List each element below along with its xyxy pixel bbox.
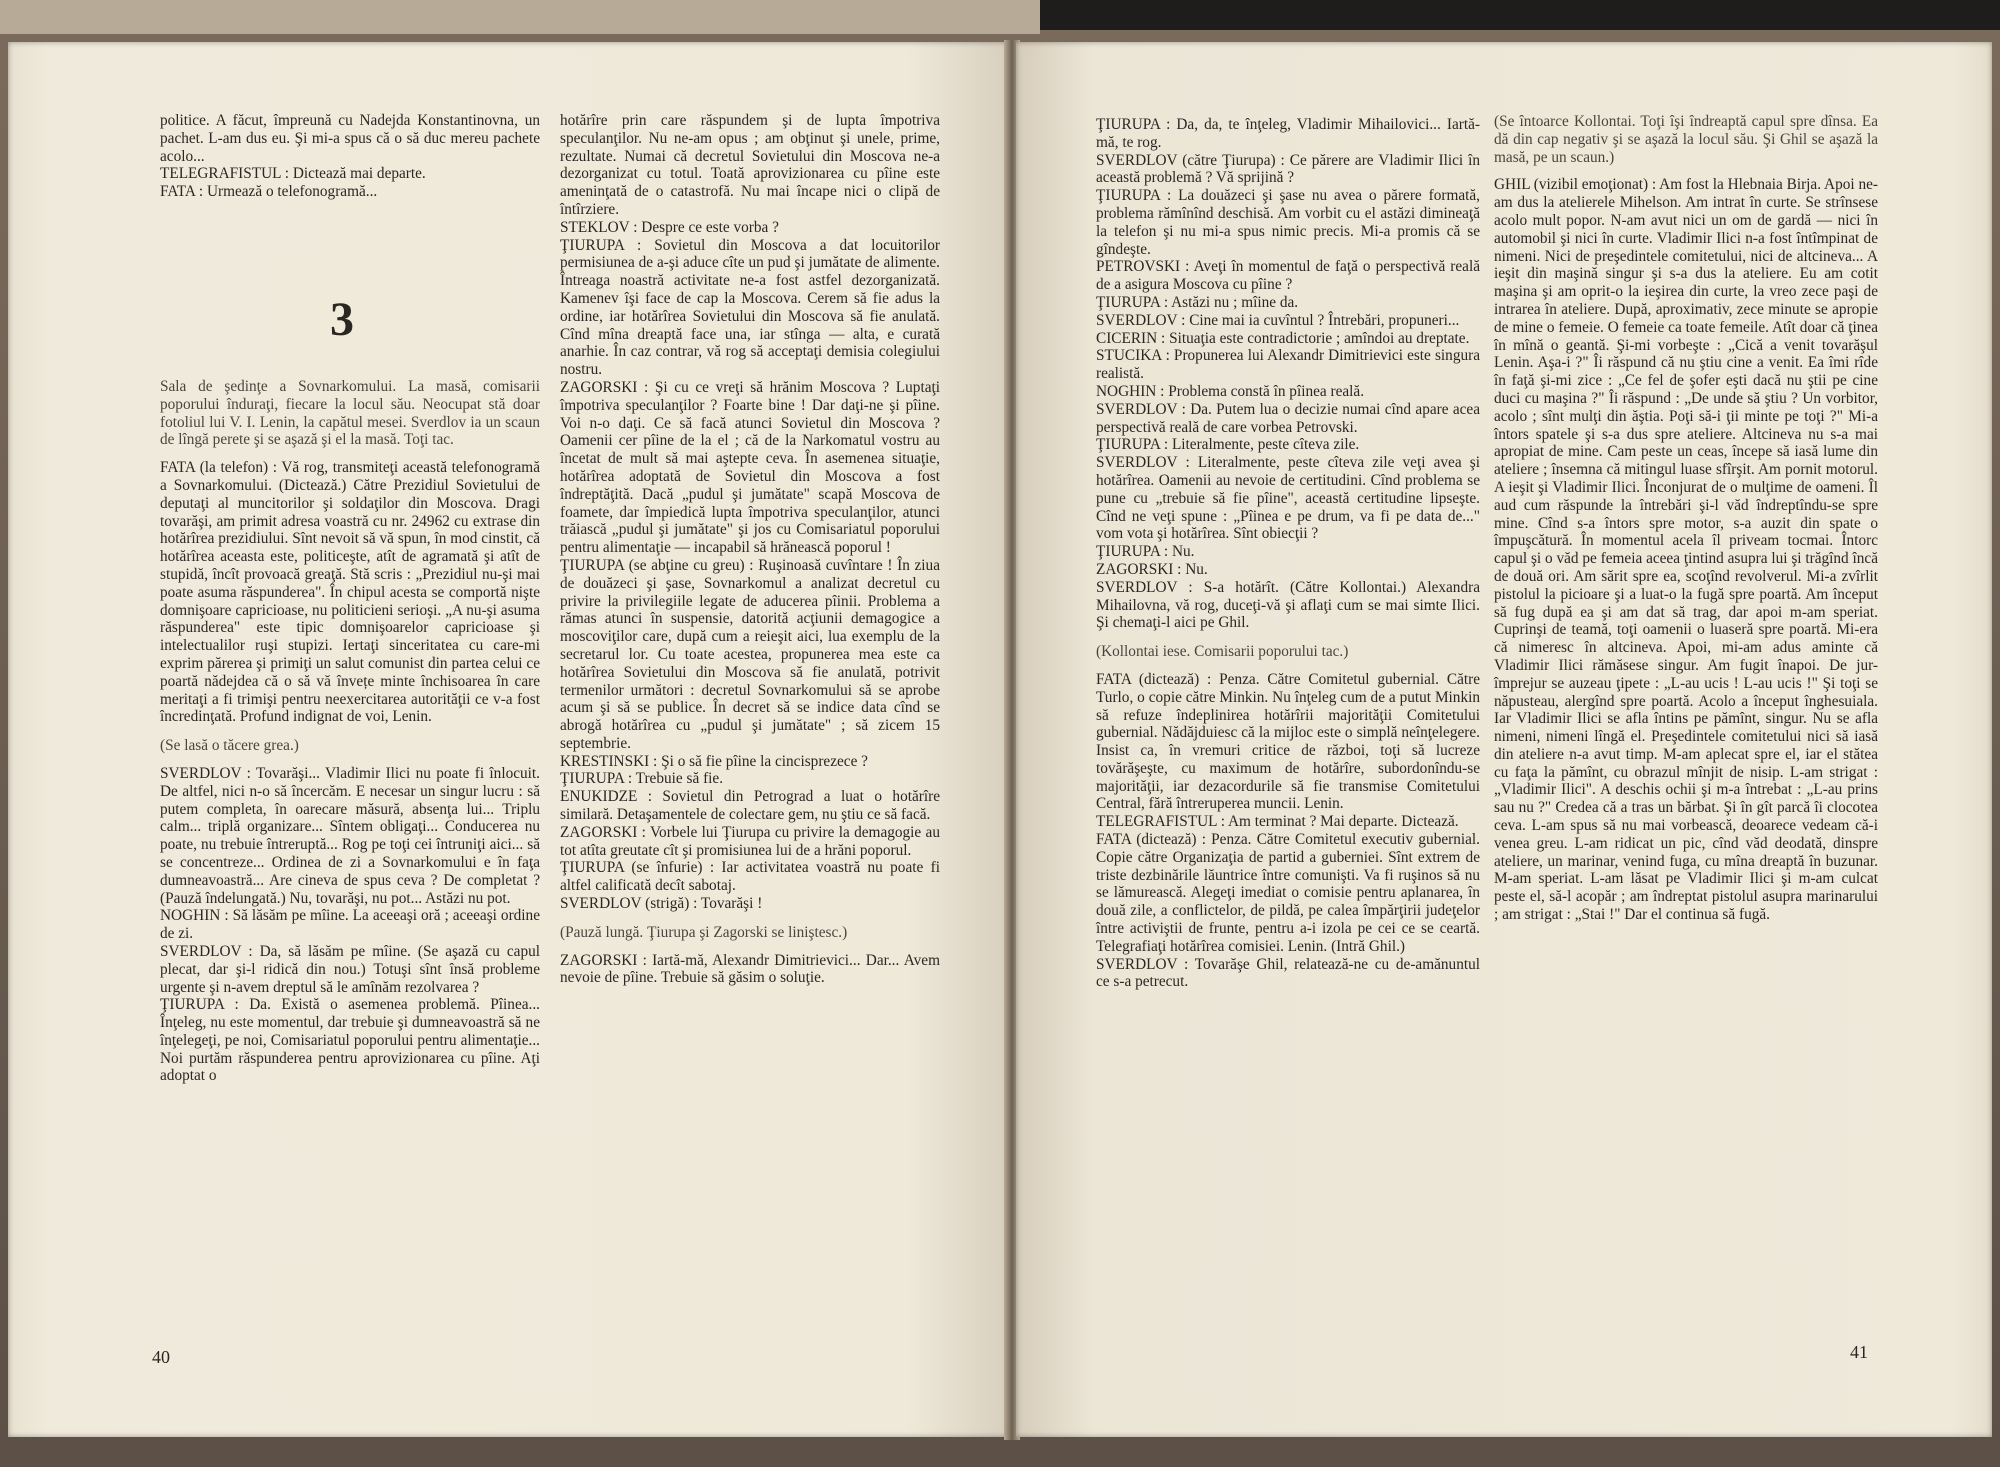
page-number-left: 40: [152, 1347, 170, 1367]
paragraph: (Kollontai iese. Comisarii poporului tac.): [1096, 643, 1349, 661]
paragraph: SVERDLOV : S-a hotărît. (Către Kollontai.) Alexandra Mihailovna, vă rog, duceţi-vă şi aflaţi cum se mai simte Ilici. Şi chemaţi-l aici pe Ghil.: [1096, 578, 1480, 632]
paragraph: ZAGORSKI : Şi cu ce vreţi să hrănim Moscova ? Luptaţi împotriva speculanţilor ? Foarte bine ! Dar daţi-ne şi pîine. Voi n-o daţi. Ce să facă atunci Sovietul din Moscova ? Oamenii cer pîine de la el ; că de la Narkomatul vostru au încetat de mult să mai aştepte ceva. În asemenea situaţie, hotărîrea adoptată de Sovietul din Moscova a fost îndreptăţită. Dacă „pudul şi jumătate" scapă Moscova de foamete, dar împiedică lupta împotriva speculanţilor, atunci trăiască „pudul şi jumătate" şi jos cu Comisariatul poporului pentru alimentaţie — incapabil să hrănească poporul !: [560, 378, 940, 557]
paragraph: FATA (dictează) : Penza. Către Comitetul gubernial. Către Turlo, o copie către Minkin. Nu înţeleg cum de a putut Minkin să refuze îndeplinirea hotărîrii majorităţii Comitetului gubernial. Nădăjduiesc că la mijloc este o simplă neînţelegere. Insist ca, în vremuri critice de război, toţi să lucreze tovărăşeşte, cu maximum de hotărîre, subordonîndu-se majorităţii, iar dezacordurile să fie transmise Comitetului Central, fără întreruperea muncii. Lenin.: [1096, 670, 1480, 813]
paragraph: SVERDLOV (strigă) : Tovarăşi !: [560, 895, 763, 913]
paragraph: NOGHIN : Să lăsăm pe mîine. La aceeaşi oră ; aceeaşi ordine de zi.: [160, 907, 540, 943]
paragraph: PETROVSKI : Aveţi în momentul de faţă o perspectivă reală de a asigura Moscova cu pîine ?: [1096, 258, 1480, 294]
paragraph: SVERDLOV : Tovarăşe Ghil, relatează-ne cu de-amănuntul ce s-a petrecut.: [1096, 955, 1480, 991]
paragraph: hotărîre prin care răspundem şi de lupta împotriva speculanţilor. Nu ne-am opus ; am obţinut şi unele, prime, rezultate. Numai că decretul Sovietului din Moscova ne-a dezorganizat cu totul. Toată aprovizionarea cu pîine este ameninţată de o catastrofă. Nu mai încape nici o clipă de întîrziere.: [560, 112, 940, 218]
left-page-column-1-top: [160, 112, 540, 201]
background-top: [1040, 0, 2000, 30]
paragraph: ŢIURUPA : Sovietul din Moscova a dat locuitorilor permisiunea de a-şi aduce cîte un pud şi jumătate de alimente. Întreaga noastră activitate ne-a fost astfel dezorganizată. Kamenev îşi face de cap la Moscova. Cerem să fie adus la ordine, iar hotărîrea Sovietului din Moscova să fie anulată. Cînd mîna dreaptă face una, iar stînga — alta, e curată anarhie. În caz contrar, vă rog să acceptaţi demisia colegiului nostru.: [560, 236, 940, 379]
paragraph: ZAGORSKI : Nu.: [1096, 560, 1208, 578]
paragraph: ZAGORSKI : Iartă-mă, Alexandr Dimitrievici... Dar... Avem nevoie de pîine. Trebuie să găsim o soluţie.: [560, 951, 940, 987]
paragraph: STEKLOV : Despre ce este vorba ?: [560, 218, 779, 236]
left-page-column-2: [560, 112, 940, 987]
paragraph: TELEGRAFISTUL : Am terminat ? Mai departe. Dictează.: [1096, 813, 1459, 831]
paragraph: Sala de şedinţe a Sovnarkomului. La masă, comisarii poporului înduraţi, fiecare la locul său. Neocupat stă doar fotoliul lui V. I. Lenin, la capătul mesei. Sverdlov ia un scaun de lîngă perete şi se aşază şi el la masă. Toţi tac.: [160, 378, 540, 449]
paragraph: ENUKIDZE : Sovietul din Petrograd a luat o hotărîre similară. Detaşamentele de colectare gem, nu ştiu ce să facă.: [560, 788, 940, 824]
paragraph: ŢIURUPA : Da, da, te înţeleg, Vladimir Mihailovici... Iartă-mă, te rog.: [1096, 116, 1480, 151]
paragraph: CICERIN : Situaţia este contradictorie ; amîndoi au dreptate.: [1096, 329, 1470, 347]
paragraph: ZAGORSKI : Vorbele lui Ţiurupa cu privire la demagogie au tot atîta greutate cît şi promisiunea lui de a hrăni poporul.: [560, 823, 940, 859]
paragraph: SVERDLOV : Literalmente, peste cîteva zile veţi avea şi hotărîrea. Oamenii au nevoie de certitudini. Cînd problema se pune cu „trebuie să fie pîine", această certitudine lipseşte. Cînd ne veţi spune : „Pîinea e pe drum, va fi pe data de..." vom vota şi hotărîrea. Sînt obiecţii ?: [1096, 454, 1480, 543]
paragraph: SVERDLOV (către Ţiurupa) : Ce părere are Vladimir Ilici în această problemă ? Vă sprijină ?: [1096, 151, 1480, 187]
paragraph: SVERDLOV : Cine mai ia cuvîntul ? Întrebări, propuneri...: [1096, 311, 1460, 329]
left-page-column-1: [160, 367, 540, 1085]
paragraph: SVERDLOV : Tovarăşi... Vladimir Ilici nu poate fi înlocuit. De altfel, nici n-o să încercăm. E necesar un singur lucru : să putem completa, în oarecare măsură, absenţa lui... Triplu calm... triplă organizare... Sîntem obligaţi... Conducerea nu poate, nu trebuie întreruptă... Rog pe toţi cei întruniţi aici... să se concentreze... Ordinea de zi a Sovnarkomului e în faţa dumneavoastră... Are cineva de spus ceva ? De completat ? (Pauză îndelungată.) Nu, tovarăşi, nu pot... Astăzi nu pot.: [160, 764, 540, 907]
scene-number: 3: [330, 293, 354, 346]
paragraph: FATA : Urmează o telefonogramă...: [160, 183, 378, 201]
paragraph: SVERDLOV : Da. Putem lua o decizie numai cînd apare acea perspectivă reală de care vorbea Petrovski.: [1096, 400, 1480, 436]
right-page-column-2: [1494, 102, 1878, 924]
paragraph: ŢIURUPA : Astăzi nu ; mîine da.: [1096, 293, 1299, 311]
paragraph: FATA (la telefon) : Vă rog, transmiteţi această telefonogramă a Sovnarkomului. (Dictează.) Către Prezidiul Sovietului de deputaţi al muncitorilor şi soldaţilor din Moscova. Dragi tovarăşi, am primit adresa voastră cu nr. 24962 cu extrase din hotărîrea prezidiului. Sînt nevoit să vă spun, în mod cinstit, că hotărîrea aceasta este, politiceşte, atît de agramată şi atît de stupidă, încît provoacă greaţă. Stă scris : „Prezidiul nu-şi mai poate asuma răspunderea". În chipul acesta se comportă nişte domnişoare capricioase, nu politicieni serioşi. „A nu-şi asuma răspunderea" este tipic domnişoarelor capricioase şi intelectualilor ruşi stupizi. Iertaţi sinceritatea cu care-mi exprim părerea şi primiţi un salut comunist din partea celui ce poartă nădejdea că o să vă învețe minte închisoarea în care meritaţi a fi trimişi pentru neexercitarea autorităţii ce v-a fost încredinţată. Profund indignat de voi, Lenin.: [160, 459, 540, 726]
right-page-column-1: [1096, 116, 1480, 991]
paragraph: ŢIURUPA : Literalmente, peste cîteva zile.: [1096, 436, 1360, 454]
paragraph: FATA (dictează) : Penza. Către Comitetul executiv gubernial. Copie către Organizaţia de partid a guberniei. Sînt extrem de triste dezbinările lăuntrice între comunişti. Va fi ruşinos să nu se lămurească. Alegeţi imediat o comisie pentru aplanarea, în două zile, a conflictelor, de pildă, pe calea împărţirii judeţelor între activiştii de frunte, pentru a-i izola pe cei ce se ceartă. Telegrafiaţi hotărîrea comisiei. Lenin. (Intră Ghil.): [1096, 831, 1480, 955]
paragraph: TELEGRAFISTUL : Dictează mai departe.: [160, 165, 426, 183]
paragraph: ŢIURUPA (se abţine cu greu) : Ruşinoasă cuvîntare ! În ziua de douăzeci şi şase, Sovnarkomul a analizat decretul cu privire la privilegiile legate de aducerea pîinii. Problema a rămas atunci în suspensie, datorită acţiunii demagogice a moscoviţilor care, după cum a reieşit aici, lua exemplu de la secretarul lor. Cu toate acestea, propunerea mea este ca hotărîrea Sovietului din Moscova să fie anulată, potrivit termenilor următori : decretul Sovnarkomului să se aprobe acum şi să se publice. În decret să se indice data cînd se abrogă hotărîrea cu „pudul şi jumătate" ; să zicem 15 septembrie.: [560, 556, 940, 752]
paragraph: GHIL (vizibil emoţionat) : Am fost la Hlebnaia Birja. Apoi ne-am dus la atelierele Mihelson. Am intrat în curte. Se strînsese acolo mult popor. N-am avut nici un om de gardă — nici în automobil şi nici în curte. Vladimir Ilici n-a fost întîmpinat de nimeni. Nici de preşedintele comitetului, nici de altcineva... A ieşit din maşină singur şi s-a dus la ateliere. Eu am cotit maşina şi am oprit-o la ieşirea din curte, la vreo zece paşi de intrarea în ateliere. După, aproximativ, zece minute se apropie de mine o femeie. O femeie ca toate femeile. Atît doar că ţinea în mînă o geantă. Şi-mi vorbeşte : „Cică a venit tovarăşul Lenin. Aşa-i ?" Îi răspund că nu ştiu cine a venit. Ea îmi rîde în faţă şi-mi zice : „Ce fel de şofer eşti dacă nu ştii pe cine duci cu maşina ?" Îi răspund : „De unde să ştiu ? Un vorbitor, acolo ; sînt mulţi din ăştia. Poţi să-i ţii minte pe toţi ?" Mi-a întors spatele şi s-a dus spre ateliere. Altcineva nu s-a mai apropiat de mine. Cam peste un ceas, începe să iasă lume din ateliere ; însemna că mitingul luase sfîrşit. Am pornit motorul. A ieşit şi Vladimir Ilici. Înconjurat de o mulţime de oameni. Îl aud cum răspunde la întrebări şi-l văd îndreptîndu-se spre mine. Cînd s-a întors spre motor, s-a auzit din spate o împuşcătură. În momentul acela îl priveam tocmai. Întorc capul şi o văd pe femeia aceea ţintind asupra lui şi trăgînd încă de două ori. Am sărit spre ea, scoţînd revolverul. Mi-a zvîrlit pistolul la picioare şi a luat-o la fugă spre poartă. Am început să fug după ea şi am dat să trag, dar apoi m-am speriat. Cuprinşi de teamă, toţi oamenii o luaseră spre poartă. Mi-era că nimeresc în altcineva. Apoi, mi-am adus aminte că Vladimir Ilici rămăsese singur. Am fugit înapoi. De jur-împrejur se auzeau ţipete : „L-au ucis ! L-au ucis !" Şi toţi se năpusteau, alergînd spre poartă. Acolo a început înghesuiala. Iar Vladimir Ilici se afla întins pe pămînt, singur. Nu se afla nimeni, nimeni lîngă el. Preşedintele comitetului nici să iasă din ateliere n-a avut timp. M-am aplecat spre el, iar el stătea cu faţa la pămînt, cu obrazul mînjit de nisip. L-am strigat : „Vladimir Ilici". A deschis ochii şi m-a întrebat : „L-au prins sau nu ?" Credea că a tras un bărbat. Şi în gît parcă îi clocotea ceva. L-am spus să nu mai vorbească, deoarece vedeam că-i venea greu. L-am ridicat un pic, cînd văd deodată, dinspre ateliere, un marinar, venind fuga, cu mîna dreaptă în buzunar. M-am speriat. L-am lăsat pe Vladimir Ilici şi m-am culcat peste el, să-l acopăr ; am îndreptat pistolul asupra marinarului ; am strigat : „Stai !" Dar el continua să fugă.: [1494, 176, 1878, 924]
paragraph: (Se lasă o tăcere grea.): [160, 737, 299, 755]
paragraph: STUCIKA : Propunerea lui Alexandr Dimitrievici este singura realistă.: [1096, 347, 1480, 383]
paragraph: ŢIURUPA : Da. Există o asemenea problemă. Pîinea... Înţeleg, nu este momentul, dar trebuie şi dumneavoastră să ne înţelegeţi, pe noi, Comisariatul poporului pentru alimentaţie... Noi purtăm răspunderea pentru aprovizionarea cu pîine. Aţi adoptat o: [160, 996, 540, 1085]
paragraph: ŢIURUPA (se înfurie) : Iar activitatea voastră nu poate fi altfel calificată decît sabotaj.: [560, 859, 940, 895]
paragraph: ŢIURUPA : Nu.: [1096, 543, 1195, 561]
paragraph: (Pauză lungă. Ţiurupa şi Zagorski se liniştesc.): [560, 923, 848, 941]
right-page: [1016, 42, 1992, 1437]
paragraph: ŢIURUPA : Trebuie să fie.: [560, 770, 724, 788]
page-number-right: 41: [1850, 1342, 1868, 1362]
paragraph: NOGHIN : Problema constă în pîinea reală.: [1096, 382, 1365, 400]
paragraph: (Se întoarce Kollontai. Toţi îşi îndreaptă capul spre dînsa. Ea dă din cap negativ şi se aşază la locul său. Şi Ghil se aşază la masă, pe un scaun.): [1494, 113, 1878, 166]
page-edge-top-left: [0, 0, 1040, 34]
paragraph: SVERDLOV : Da, să lăsăm pe mîine. (Se aşază cu capul plecat, dar şi-l ridică din nou.) Totuşi sînt însă probleme urgente şi n-avem dreptul să le amînăm rezolvarea ?: [160, 942, 540, 996]
paragraph: politice. A făcut, împreună cu Nadejda Konstantinovna, un pachet. L-am dus eu. Şi mi-a spus că o să duc mereu pachete acolo...: [160, 112, 540, 165]
paragraph: ŢIURUPA : La douăzeci şi şase nu avea o părere formată, problema rămînînd deschisă. Am vorbit cu el astăzi dimineaţă la telefon şi nu mi-a spus nimic precis. Mi-a promis că se gîndeşte.: [1096, 187, 1480, 258]
paragraph: KRESTINSKI : Şi o să fie pîine la cincisprezece ?: [560, 752, 868, 770]
left-page: [8, 42, 1008, 1437]
